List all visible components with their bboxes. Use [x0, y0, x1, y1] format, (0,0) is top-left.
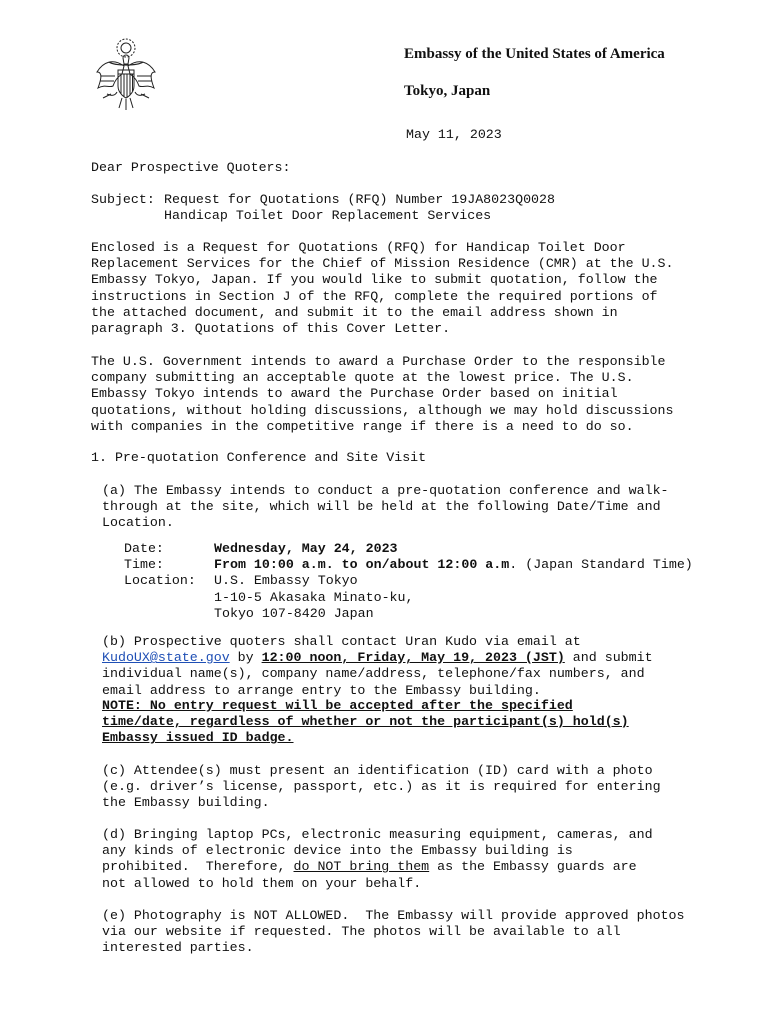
section-1-item-e: (e) Photography is NOT ALLOWED. The Embassy will provide approved photos via our website if requested. The photos will be available to all interested parties.: [102, 908, 685, 956]
item-b-by: by: [229, 650, 262, 666]
subject-block: [91, 192, 731, 224]
entry-request-deadline: 12:00 noon, Friday, May 19, 2023 (JST): [261, 650, 565, 666]
time-value-bold: From 10:00 a.m. to on/about 12:00 a.m: [214, 557, 510, 573]
entry-request-note: NOTE: No entry request will be accepted after the specified time/date, regardless of whether or not the participant(s) hold(s) Embassy issued ID badge.: [102, 698, 629, 746]
location-line-2: 1-10-5 Akasaka Minato-ku,: [214, 589, 414, 605]
section-1-item-a: (a) The Embassy intends to conduct a pre-quotation conference and walk- through at the site, which will be held at the following Date/Time and Location.: [102, 483, 669, 531]
location-label: Location:: [124, 573, 196, 589]
paragraph-enclosed-rfq: Enclosed is a Request for Quotations (RFQ) for Handicap Toilet Door Replacement Services for the Chief of Mission Residence (CMR) at the U.S. Embassy Tokyo, Japan. If you would like to submit quotation, follow the instructions in Section J of the RFQ, complete the required portions of the attached document, and submit it to the email address shown in paragraph 3. Quotations of this Cover Letter.: [91, 240, 674, 337]
location-line-3: Tokyo 107-8420 Japan: [214, 605, 374, 621]
paragraph-award-intent: The U.S. Government intends to award a Purchase Order to the responsible company submitting an acceptable quote at the lowest price. The U.S. Embassy Tokyo intends to award the Purchase Order based on initial quotations, without holding discussions, although we may hold discussions with companies in the competitive range if there is a need to do so.: [91, 354, 674, 434]
item-b-rest: and submit individual name(s), company name/address, telephone/fax numbers, and email address to arrange entry to the Embassy building.: [102, 650, 653, 698]
section-1-item-d: [102, 827, 722, 892]
date-label: Date:: [124, 541, 164, 556]
salutation: Dear Prospective Quoters:: [91, 160, 291, 175]
subject-label: Subject:: [91, 192, 155, 207]
great-seal-icon: [95, 36, 157, 116]
time-value-rest: . (Japan Standard Time): [509, 557, 693, 573]
conference-details: [124, 541, 724, 622]
date-value: Wednesday, May 24, 2023: [214, 541, 398, 556]
item-d-intro: (d) Bringing laptop PCs, electronic measuring equipment, cameras, and any kinds of electronic device into the Embassy building is prohibited. Therefore,: [102, 827, 653, 875]
letter-date: May 11, 2023: [406, 127, 502, 142]
embassy-city: Tokyo, Japan: [404, 83, 491, 99]
do-not-bring-emphasis: do NOT bring them: [293, 859, 430, 875]
item-b-intro: (b) Prospective quoters shall contact Uran Kudo via email at: [102, 634, 581, 649]
section-1-title: 1. Pre-quotation Conference and Site Visit: [91, 450, 427, 465]
location-line-1: U.S. Embassy Tokyo: [214, 573, 358, 589]
time-value: [214, 557, 693, 573]
embassy-name: Embassy of the United States of America: [404, 46, 665, 62]
subject-line-1: Request for Quotations (RFQ) Number 19JA8023Q0028: [164, 192, 555, 207]
time-label: Time:: [124, 557, 164, 573]
subject-line-2: Handicap Toilet Door Replacement Services: [164, 208, 492, 224]
item-d-rest: as the Embassy guards are not allowed to hold them on your behalf.: [102, 859, 637, 891]
section-1-item-b: [102, 634, 722, 699]
section-1-item-c: (c) Attendee(s) must present an identification (ID) card with a photo (e.g. driver’s license, passport, etc.) as it is required for entering the Embassy building.: [102, 763, 661, 811]
contact-email-link[interactable]: KudoUX@state.gov: [102, 650, 230, 666]
